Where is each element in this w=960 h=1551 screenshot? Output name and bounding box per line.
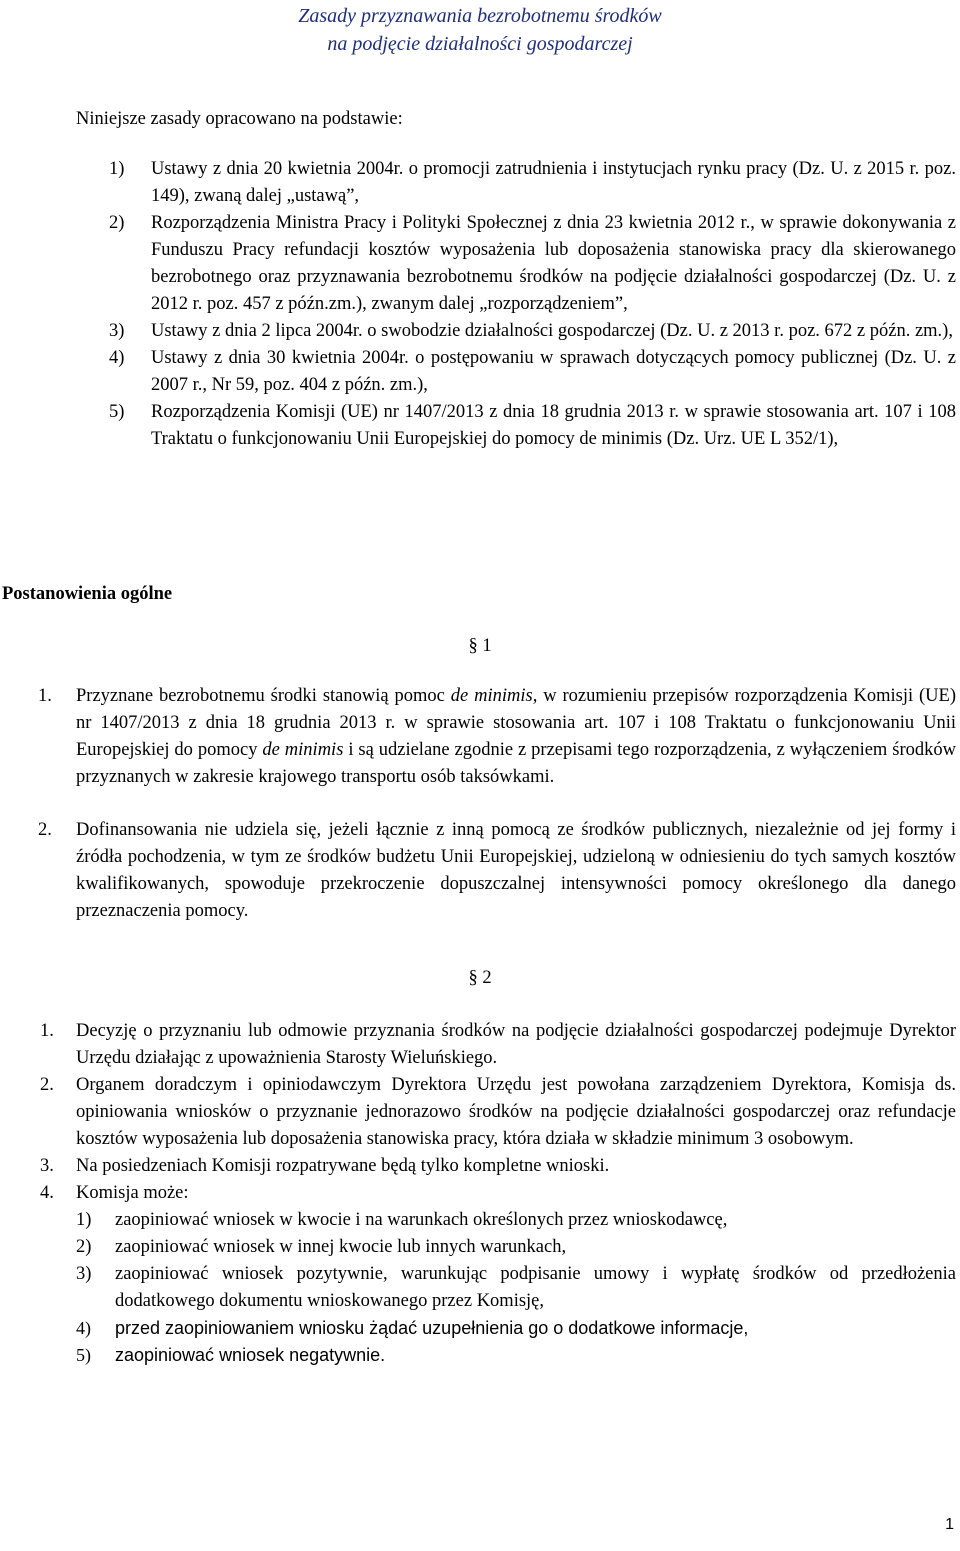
item-number: 1) <box>76 1210 92 1230</box>
paragraph-1-list <box>38 683 956 925</box>
item-text: Organem doradczym i opiniodawczym Dyrektora Urzędu jest powołana zarządzeniem Dyrektora, Komisja ds. opiniowania wniosków o przyznanie jednorazowo środków na podjęcie działalności gospodarczej oraz refundacje kosztów wyposażenia lub doposażenia stanowiska pracy, która działa w składzie minimum 3 osobowym. <box>76 1075 956 1149</box>
item-number: 4) <box>76 1318 91 1338</box>
item-number: 4) <box>109 348 125 368</box>
item-text: i są udzielane zgodnie z przepisami tego rozporządzenia, z wyłączeniem środków przyznanych w zakresie krajowego transportu osób taksówkami. <box>76 740 956 787</box>
sub-list-item <box>76 1315 956 1342</box>
item-text-italic: de minimis <box>262 740 344 760</box>
item-text: Dofinansowania nie udziela się, jeżeli łącznie z inną pomocą ze środków publicznych, niezależnie od jej formy i źródła pochodzenia, w tym ze środków budżetu Unii Europejskiej, udzieloną w odniesieniu do tych samych kosztów kwalifikowanych, spowoduje przekroczenie dopuszczalnej intensywności pomocy określonego dla danego przeznaczenia pomocy. <box>76 820 956 921</box>
item-text: zaopiniować wniosek negatywnie. <box>115 1345 386 1365</box>
item-number: 5) <box>109 402 125 422</box>
item-number: 2. <box>40 1075 54 1095</box>
item-number: 3) <box>76 1264 92 1284</box>
list-item <box>38 683 956 791</box>
item-text: zaopiniować wniosek w innej kwocie lub innych warunkach, <box>115 1237 567 1257</box>
list-item <box>109 156 956 210</box>
item-number: 1) <box>109 159 125 179</box>
item-text: Decyzję o przyznaniu lub odmowie przyznania środków na podjęcie działalności gospodarczej podejmuje Dyrektor Urzędu działając z upoważnienia Starosty Wieluńskiego. <box>76 1021 956 1068</box>
item-text: Ustawy z dnia 30 kwietnia 2004r. o postępowaniu w sprawach dotyczących pomocy publicznej (Dz. U. z 2007 r., Nr 59, poz. 404 z późn. zm.), <box>151 348 956 395</box>
item-text: , w rozumieniu przepisów rozporządzenia Komisji (UE) nr 1407/2013 z dnia 18 grudnia 2013 r. w sprawie stosowania art. 107 i 108 Traktatu o funkcjonowaniu Unii Europejskiej do pomocy <box>76 686 956 760</box>
list-item <box>38 817 956 925</box>
list-item <box>40 1153 956 1180</box>
paragraph-2-label: § 2 <box>468 968 492 988</box>
paragraph-2-list <box>40 1018 956 1369</box>
item-text: zaopiniować wniosek w kwocie i na warunkach określonych przez wnioskodawcę, <box>115 1210 728 1230</box>
item-text: Ustawy z dnia 2 lipca 2004r. o swobodzie działalności gospodarczej (Dz. U. z 2013 r. poz. 672 z późn. zm.), <box>151 321 953 341</box>
item-number: 2) <box>109 213 125 233</box>
item-text: przed zaopiniowaniem wniosku żądać uzupełnienia go o dodatkowe informacje, <box>115 1318 749 1338</box>
item-text: Rozporządzenia Komisji (UE) nr 1407/2013 z dnia 18 grudnia 2013 r. w sprawie stosowania art. 107 i 108 Traktatu o funkcjonowaniu Unii Europejskiej do pomocy de minimis (Dz. Urz. UE L 352/1), <box>151 402 956 449</box>
item-number: 4. <box>40 1183 54 1203</box>
list-item <box>40 1072 956 1153</box>
item-number: 1. <box>40 1021 54 1041</box>
item-number: 1. <box>38 686 52 706</box>
item-number: 5) <box>76 1345 91 1365</box>
item-number: 2. <box>38 820 52 840</box>
item-number: 3) <box>109 321 125 341</box>
title-line-1: Zasady przyznawania bezrobotnemu środków <box>298 5 662 27</box>
list-item <box>40 1180 956 1207</box>
section-heading: Postanowienia ogólne <box>2 584 173 604</box>
list-item <box>40 1018 956 1072</box>
list-item <box>109 345 956 399</box>
list-item <box>109 210 956 318</box>
sub-list-item <box>76 1234 956 1261</box>
item-number: 2) <box>76 1237 92 1257</box>
page-number: 1 <box>945 1516 954 1533</box>
sub-list-item <box>76 1207 956 1234</box>
item-text: Rozporządzenia Ministra Pracy i Polityki Społecznej z dnia 23 kwietnia 2012 r., w sprawie dokonywania z Funduszu Pracy refundacji kosztów wyposażenia lub doposażenia stanowiska pracy dla skierowanego bezrobotnego oraz przyznawania bezrobotnemu środków na podjęcie działalności gospodarczej (Dz. U. z 2012 r. poz. 457 z późn.zm.), zwanym dalej „rozporządzeniem”, <box>151 213 956 314</box>
item-text: zaopiniować wniosek pozytywnie, warunkując podpisanie umowy i wypłatę środków od przedłożenia dodatkowego dokumentu wnioskowanego przez Komisję, <box>115 1264 956 1311</box>
sub-list-item <box>76 1261 956 1315</box>
list-item <box>109 318 956 345</box>
item-number: 3. <box>40 1156 54 1176</box>
item-text: Przyznane bezrobotnemu środki stanowią pomoc <box>76 686 451 706</box>
item-text: Komisja może: <box>76 1183 189 1203</box>
intro-text: Niniejsze zasady opracowano na podstawie: <box>76 109 403 129</box>
sub-list-item <box>76 1342 956 1369</box>
sub-list <box>40 1207 956 1369</box>
list-item <box>109 399 956 453</box>
item-text-italic: de minimis <box>450 686 533 706</box>
title-line-2: na podjęcie działalności gospodarczej <box>327 33 633 55</box>
item-text: Na posiedzeniach Komisji rozpatrywane będą tylko kompletne wnioski. <box>76 1156 610 1176</box>
item-text: Ustawy z dnia 20 kwietnia 2004r. o promocji zatrudnienia i instytucjach rynku pracy (Dz. U. z 2015 r. poz. 149), zwaną dalej „ustawą”, <box>151 159 956 206</box>
legal-basis-list <box>109 156 956 453</box>
paragraph-1-label: § 1 <box>468 636 492 656</box>
